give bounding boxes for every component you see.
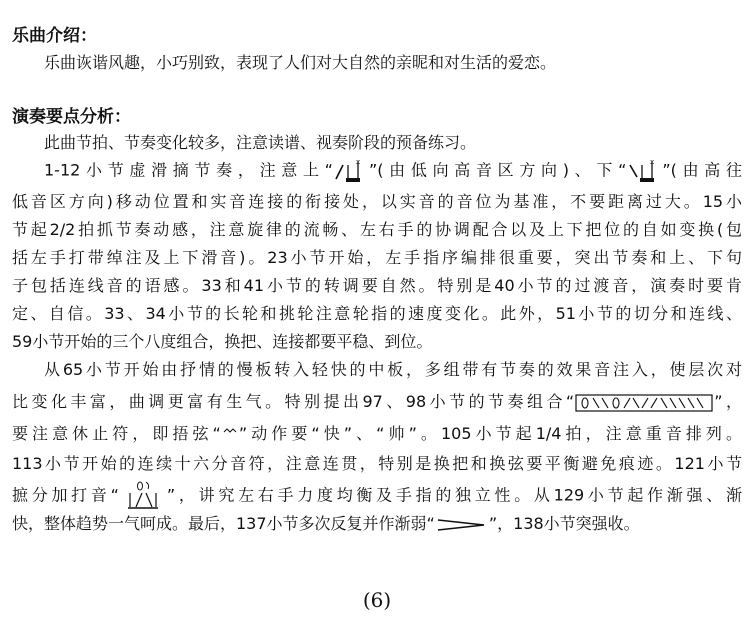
analysis-line-1: 此曲节拍、节奏变化较多，注意读谱、视奏阶段的预备练习。	[44, 133, 477, 152]
text-segment: ”，	[714, 392, 742, 411]
text-segment: 1-12小节虚滑摘节奏，注意上“	[44, 160, 333, 180]
analysis-line-11	[12, 423, 742, 445]
intro-paragraph: 乐曲诙谐风趣，小巧别致，表现了人们对大自然的亲昵和对生活的爱恋。	[44, 53, 557, 72]
decrescendo-symbol-icon	[436, 517, 488, 533]
glide-down-symbol-icon	[627, 159, 661, 183]
rhythm-pattern-box-icon	[575, 393, 713, 413]
text-segment: ”(由高往	[662, 160, 742, 180]
text-segment: 要注意休止符，即捂弦“	[12, 424, 221, 443]
text-segment: 比变化丰富，曲调更富有生气。特别提出97、98小节的节奏组合“	[12, 392, 575, 411]
text-segment: ”(由低向高音区方向)、下“	[368, 160, 627, 180]
analysis-line-5: 括左手打带绰注及上下滑音)。23小节开始，左手指序编排很重要，突出节奏和上、下句	[12, 248, 742, 267]
analysis-heading: 演奏要点分析：	[12, 107, 131, 127]
text-segment: 摭分加打音“	[12, 485, 119, 505]
page-number: (6)	[362, 588, 392, 612]
analysis-line-6: 子包括连线音的语感。33和41小节的转调要自然。特别是40小节的过渡音，演奏时要肯	[12, 276, 742, 295]
analysis-line-8: 59小节开始的三个八度组合，换把、连接都要平稳、到位。	[12, 332, 433, 351]
glide-up-symbol-icon	[334, 159, 368, 183]
pluck-tap-symbol-icon	[120, 481, 166, 511]
analysis-line-10	[12, 391, 742, 413]
svg-text:x: x	[355, 159, 361, 166]
analysis-line-13	[12, 481, 742, 511]
analysis-line-3: 低音区方向)移动位置和实音连接的衔接处，以实音的音位为基准，不要距离过大。15小	[12, 192, 742, 211]
analysis-line-7: 定、自信。33、34小节的长轮和挑轮注意轮指的速度变化。此外，51小节的切分和连线、	[12, 304, 742, 323]
text-segment: 快，整体趋势一气呵成。最后，137小节多次反复并作渐弱“	[12, 514, 435, 533]
analysis-line-14	[12, 513, 742, 535]
analysis-line-9: 从65小节开始由抒情的慢板转入轻快的中板，多组带有节奏的效果音注入，使层次对	[44, 360, 742, 379]
analysis-line-2	[44, 159, 742, 183]
svg-text:x: x	[650, 159, 655, 166]
text-segment: ”，讲究左右手力度均衡及手指的独立性。从129小节起作渐强、渐	[166, 485, 742, 505]
intro-heading: 乐曲介绍：	[12, 26, 97, 46]
text-segment: ”，138小节突强收。	[488, 514, 640, 533]
damp-symbol-icon	[222, 425, 238, 445]
analysis-line-4: 节起2/2拍抓节奏动感，注意旋律的流畅、左右手的协调配合以及上下把位的自如变换(包	[12, 220, 742, 239]
analysis-line-12: 113小节开始的连续十六分音符，注意连贯，特别是换把和换弦要平衡避免痕迹。121小节	[12, 454, 742, 473]
text-segment: ”动作要“快”、“帅”。105小节起1/4拍，注意重音排列。	[238, 424, 742, 443]
